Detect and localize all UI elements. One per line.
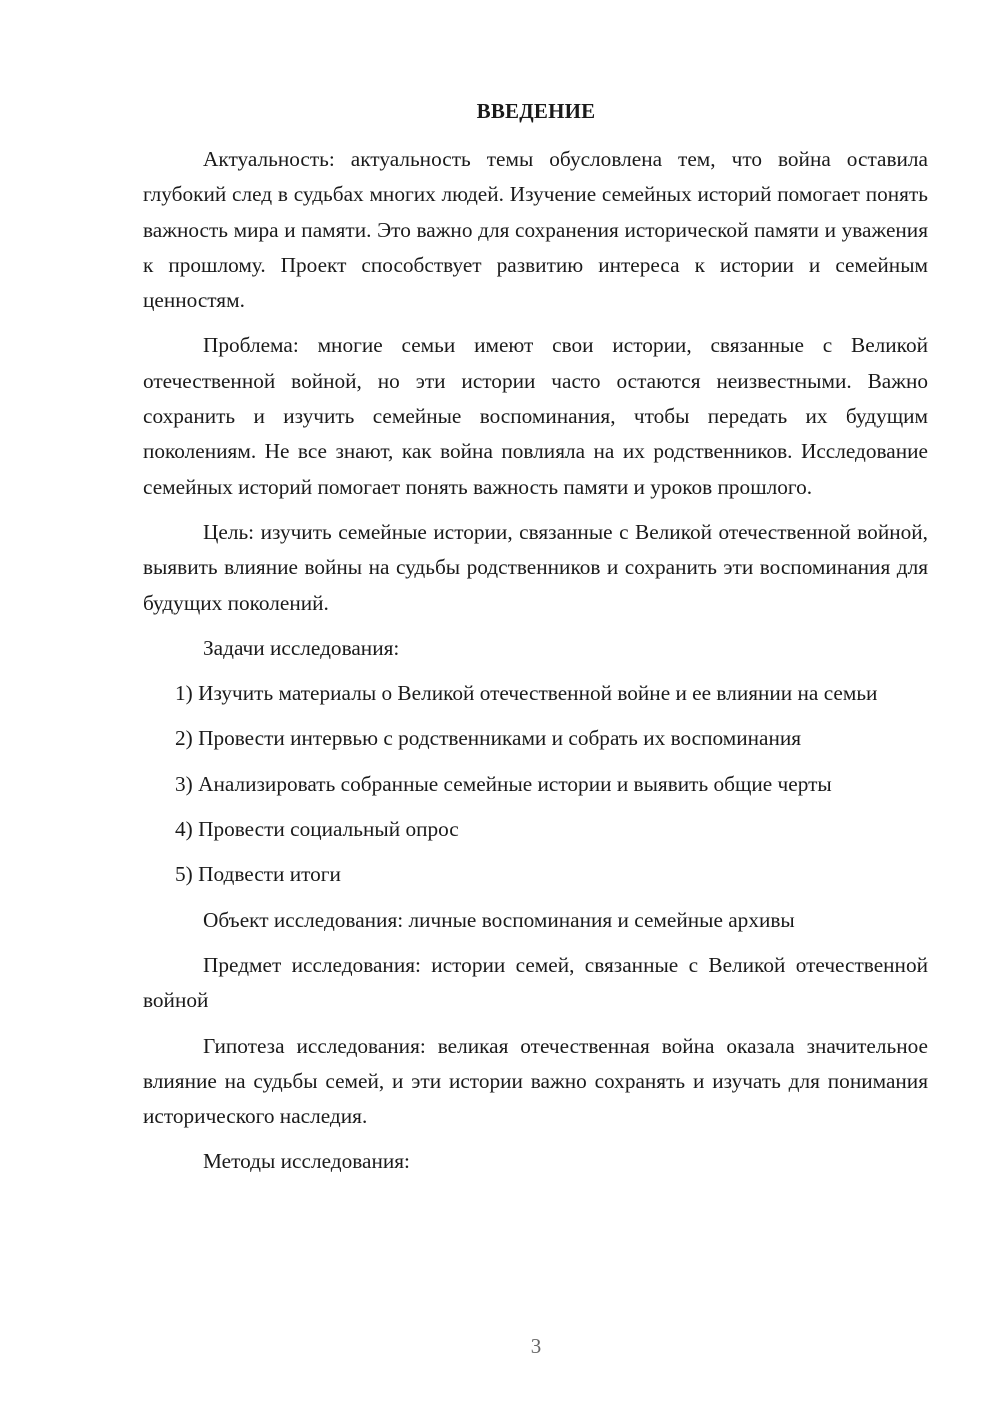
hypothesis-paragraph: Гипотеза исследования: великая отечественная война оказала значительное влияние на судьбы семей, и эти истории важно сохранять и изучать для понимания исторического наследия. [143, 1033, 928, 1129]
subject-paragraph: Предмет исследования: истории семей, связанные с Великой отечественной войной [143, 952, 928, 1013]
relevance-paragraph: Актуальность: актуальность темы обусловлена тем, что война оставила глубокий след в судьбах многих людей. Изучение семейных историй помогает понять важность мира и памяти. Это важно для сохранения исторической памяти и уважения к прошлому. Проект способствует развитию интереса к истории и семейным ценностям. [143, 147, 928, 313]
task-item-1: 1) Изучить материалы о Великой отечественной войне и ее влиянии на семьи [175, 681, 878, 706]
problem-paragraph: Проблема: многие семьи имеют свои истории, связанные с Великой отечественной войной, но эти истории часто остаются неизвестными. Важно сохранить и изучить семейные воспоминания, чтобы передать их будущим поколениям. Не все знают, как война повлияла на их родственников. Исследование семейных историй помогает понять важность памяти и уроков прошлого. [143, 333, 928, 499]
methods-heading: Методы исследования: [203, 1149, 410, 1174]
page-title: ВВЕДЕНИЕ [476, 99, 596, 123]
task-item-5: 5) Подвести итоги [175, 862, 341, 887]
object-paragraph: Объект исследования: личные воспоминания и семейные архивы [203, 907, 795, 932]
task-item-3: 3) Анализировать собранные семейные истории и выявить общие черты [175, 771, 832, 796]
page-number: 3 [530, 1334, 542, 1358]
task-item-4: 4) Провести социальный опрос [175, 817, 459, 842]
document-body [143, 142, 928, 1190]
goal-paragraph: Цель: изучить семейные истории, связанные с Великой отечественной войной, выявить влияние войны на судьбы родственников и сохранить эти воспоминания для будущих поколений. [143, 519, 928, 615]
task-item-2: 2) Провести интервью с родственниками и собрать их воспоминания [175, 726, 802, 751]
tasks-heading: Задачи исследования: [203, 635, 400, 660]
